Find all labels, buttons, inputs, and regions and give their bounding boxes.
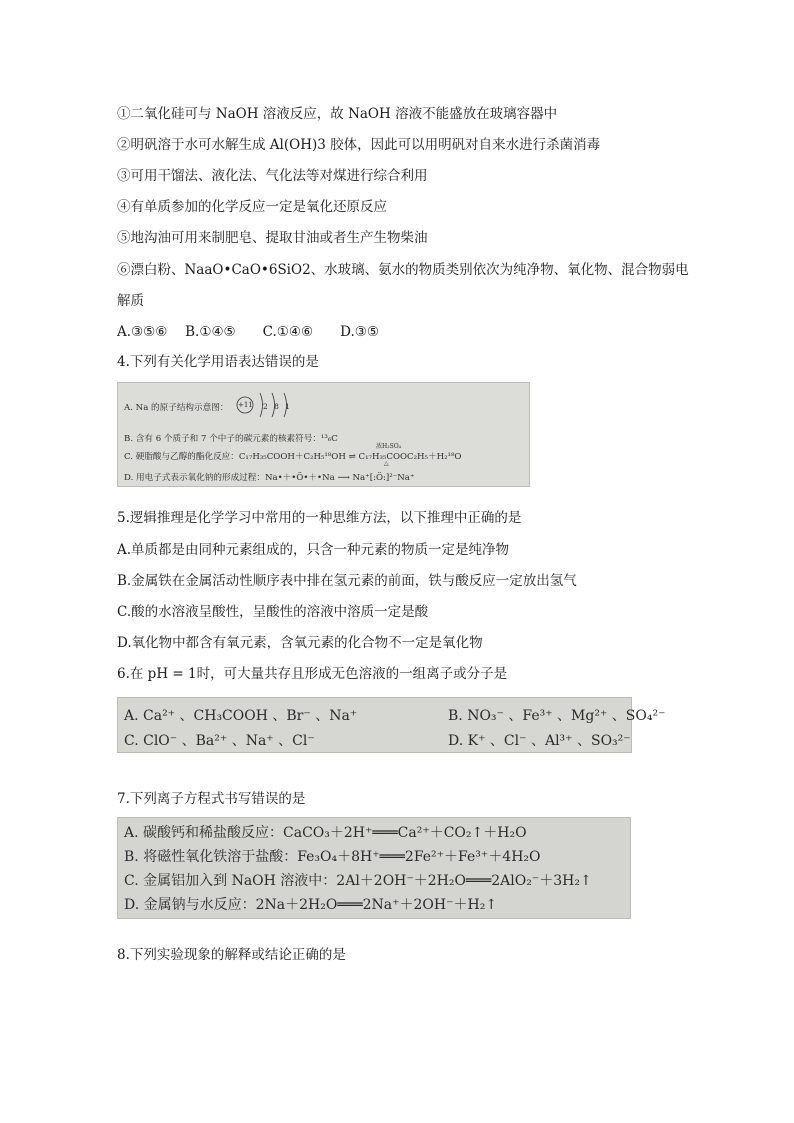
- q6-options-photo: [117, 697, 666, 753]
- q5-option-c: C.酸的水溶液呈酸性，呈酸性的溶液中溶质一定是酸: [117, 604, 429, 620]
- q7-option-a: A. 碳酸钙和稀盐酸反应：CaCO₃＋2H⁺═══Ca²⁺＋CO₂↑＋H₂O: [124, 825, 527, 841]
- q7-options-photo: [117, 817, 631, 919]
- statement-5: ⑤地沟油可用来制肥皂、提取甘油或者生产生物柴油: [117, 230, 428, 246]
- q6-option-b: B. NO₃⁻ 、Fe³⁺ 、Mg²⁺ 、SO₄²⁻: [448, 708, 666, 724]
- statement-4: ④有单质参加的化学反应一定是氧化还原反应: [117, 199, 387, 215]
- statement-2: ②明矾溶于水可水解生成 Al(OH)3 胶体，因此可以用明矾对自来水进行杀菌消毒: [117, 137, 601, 153]
- q7-stem: 7.下列离子方程式书写错误的是: [117, 791, 306, 807]
- q4-option-a: A. Na 的原子结构示意图：: [124, 403, 229, 413]
- q6-stem: 6.在 pH = 1时，可大量共存且形成无色溶液的一组离子或分子是: [117, 666, 508, 682]
- statement-3: ③可用干馏法、液化法、气化法等对煤进行综合利用: [117, 168, 428, 184]
- q7-option-c: C. 金属铝加入到 NaOH 溶液中：2Al＋2OH⁻＋2H₂O═══2AlO₂⁻＋3H₂↑: [124, 873, 592, 889]
- q6-option-a: A. Ca²⁺ 、CH₃COOH 、Br⁻ 、Na⁺: [124, 708, 358, 724]
- q4-cond-bot: △: [384, 460, 389, 467]
- statement-6-cont: 解质: [117, 293, 144, 309]
- q6-option-d: D. K⁺ 、Cl⁻ 、Al³⁺ 、SO₃²⁻: [448, 733, 631, 749]
- q4-option-d: D. 用电子式表示氧化钠的形成过程：Na•＋•Ö•＋•Na ⟶ Na⁺[:Ö:]²⁻Na⁺: [124, 473, 415, 483]
- q3-options: A.③⑤⑥ B.①④⑤ C.①④⑥ D.③⑤: [117, 324, 379, 340]
- q7-option-d: D. 金属钠与水反应：2Na＋2H₂O═══2Na⁺＋2OH⁻＋H₂↑: [124, 897, 498, 913]
- q4-options-photo: [117, 382, 530, 487]
- q4-cond-top: 浓H₂SO₄: [376, 443, 402, 450]
- q4-stem: 4.下列有关化学用语表达错误的是: [117, 354, 319, 370]
- q5-option-a: A.单质都是由同种元素组成的，只含一种元素的物质一定是纯净物: [117, 542, 510, 558]
- q5-stem: 5.逻辑推理是化学学习中常用的一种思维方法，以下推理中正确的是: [117, 510, 522, 526]
- statement-1: ①二氧化硅可与 NaOH 溶液反应，故 NaOH 溶液不能盛放在玻璃容器中: [117, 106, 558, 122]
- atom-shells-label: 2 8 1: [263, 402, 293, 411]
- q4-option-b: B. 含有 6 个质子和 7 个中子的碳元素的核素符号：¹³₆C: [124, 434, 338, 444]
- statement-6: ⑥漂白粉、NaaO•CaO•6SiO2、水玻璃、氨水的物质类别依次为纯净物、氧化物、混合物弱电: [117, 262, 689, 278]
- q8-stem: 8.下列实验现象的解释或结论正确的是: [117, 947, 346, 963]
- q5-option-d: D.氧化物中都含有氧元素，含氧元素的化合物不一定是氧化物: [117, 635, 483, 651]
- q4-option-c: C. 硬脂酸与乙醇的酯化反应：C₁₇H₃₅COOH＋C₂H₅¹⁸OH ⇌ C₁₇H₃₅COOC₂H₅＋H₂¹⁸O: [124, 452, 462, 462]
- q7-option-b: B. 将磁性氧化铁溶于盐酸：Fe₃O₄＋8H⁺═══2Fe²⁺＋Fe³⁺＋4H₂O: [124, 849, 541, 865]
- atom-nucleus-label: +11: [238, 401, 253, 409]
- q5-option-b: B.金属铁在金属活动性顺序表中排在氢元素的前面，铁与酸反应一定放出氢气: [117, 573, 577, 589]
- q6-option-c: C. ClO⁻ 、Ba²⁺ 、Na⁺ 、Cl⁻: [124, 733, 315, 749]
